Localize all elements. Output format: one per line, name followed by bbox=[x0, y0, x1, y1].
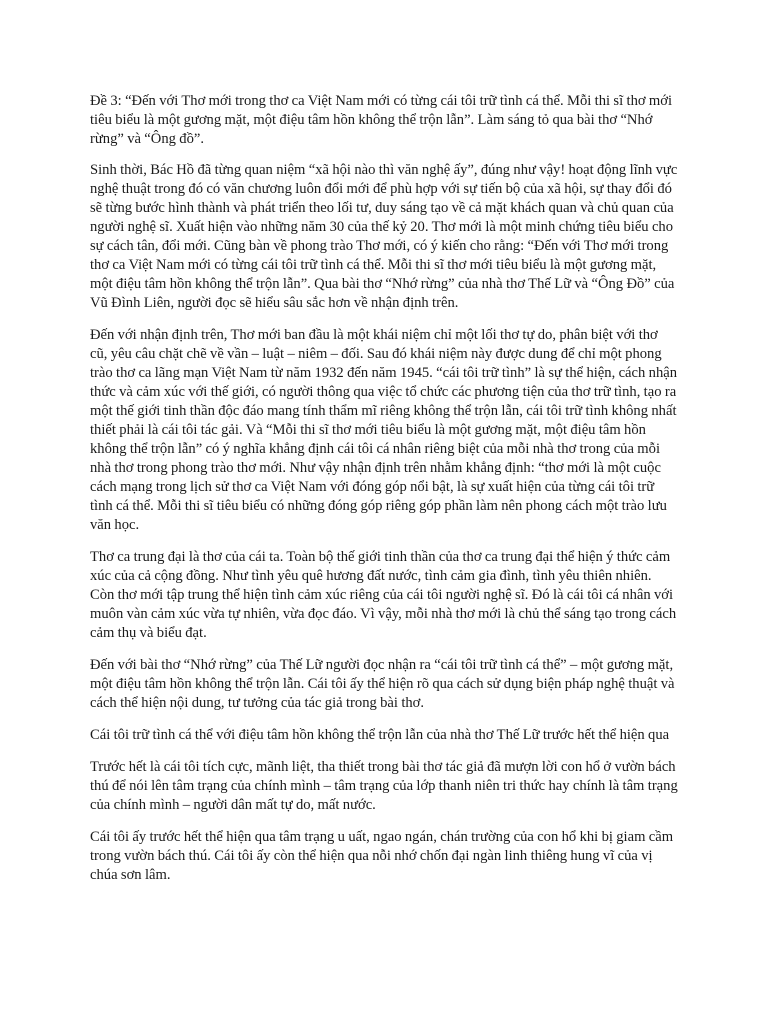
paragraph-medieval-poetry: Thơ ca trung đại là thơ của cái ta. Toàn bộ thế giới tinh thần của thơ ca trung đại thể hiện ý thức cảm xúc của cả cộng đồng. Như tình yêu quê hương đất nước, tình cảm gia đình, tình yêu thiên nhiên. Còn thơ mới tập trung thể hiện tình cảm xúc riêng của cái tôi người nghệ sĩ. Đó là cái tôi cá nhân với muôn vàn cảm xúc vừa tự nhiên, vừa đọc đáo. Vì vậy, mỗi nhà thơ mới là chủ thể sáng tạo trong cách cảm thụ và biểu đạt. bbox=[90, 549, 677, 641]
paragraph-lyrical-self: Cái tôi trữ tình cá thể với điệu tâm hồn không thể trộn lẫn của nhà thơ Thế Lữ trước hết thể hiện qua bbox=[90, 727, 670, 743]
paragraph-explanation: Đến với nhận định trên, Thơ mới ban đầu là một khái niệm chỉ một lối thơ tự do, phân biệt với thơ cũ, yêu câu chặt chẽ về vần – luật – niêm – đối. Sau đó khái niệm này được dung để chỉ một phong trào thơ ca lãng mạn Việt Nam từ năm 1932 đến năm 1945. “cái tôi trữ tình” là sự thể hiện, cách nhận thức và cảm xúc với thế giới, có người thông qua việc tổ chức các phương tiện của thơ trữ tình, tạo ra một thế giới tinh thần độc đáo mang tính thẩm mĩ riêng không thể trộn lẫn, cái tôi trữ tình không nhất thiết phải là cái tôi tác gải. Và “Mỗi thi sĩ thơ mới tiêu biểu là một gương mặt, một điệu tâm hồn không thể trộn lẫn” có ý nghĩa khẳng định cái tôi cá nhân riêng biệt của mỗi nhà thơ trong của mỗi nhà thơ trong phong trào thơ mới. Như vậy nhận định trên nhằm khẳng định: “thơ mới là một cuộc cách mạng trong lịch sử thơ ca Việt Nam với đóng góp nổi bật, là sự xuất hiện của từng cái tôi trữ tình cá thể. Mỗi thi sĩ tiêu biểu có những đóng góp riêng góp phần làm nên phong cách một trào lưu văn học. bbox=[90, 327, 678, 533]
paragraph-tiger-mood: Cái tôi ấy trước hết thể hiện qua tâm trạng u uất, ngao ngán, chán trường của con hổ khi bị giam cầm trong vườn bách thú. Cái tôi ấy còn thể hiện qua nỗi nhớ chốn đại ngàn linh thiêng hung vĩ của vị chúa sơn lâm. bbox=[90, 829, 674, 883]
paragraph-introduction: Sinh thời, Bác Hồ đã từng quan niệm “xã hội nào thì văn nghệ ấy”, đúng như vậy! hoạt động lĩnh vực nghệ thuật trong đó có văn chương luôn đổi mới để phù hợp với sự tiến bộ của xã hội, sự thay đổi đó sẽ từng bước hình thành và phát triển theo lối tư, duy sáng tạo về cả mặt khách quan và chủ quan của người nghệ sĩ. Xuất hiện vào những năm 30 của thế kỷ 20. Thơ mới là một minh chứng tiêu biểu cho sự cách tân, đổi mới. Cũng bàn về phong trào Thơ mới, có ý kiến cho rằng: “Đến với Thơ mới trong thơ ca Việt Nam mới có từng cái tôi trữ tình cá thể. Mỗi thi sĩ thơ mới tiêu biểu là một gương mặt, một điệu tâm hồn không thể trộn lẫn”. Qua bài thơ “Nhớ rừng” của nhà thơ Thế Lữ và “Ông Đồ” của Vũ Đình Liên, người đọc sẽ hiểu sâu sắc hơn về nhận định trên. bbox=[90, 162, 678, 311]
document-body bbox=[90, 92, 678, 898]
essay-prompt: Đề 3: “Đến với Thơ mới trong thơ ca Việt Nam mới có từng cái tôi trữ tình cá thể. Mỗi thi sĩ thơ mới tiêu biểu là một gương mặt, một điệu tâm hồn không thể trộn lẫn”. Làm sáng tỏ qua bài thơ “Nhớ rừng” và “Ông đồ”. bbox=[90, 93, 673, 147]
paragraph-positive-self: Trước hết là cái tôi tích cực, mãnh liệt, tha thiết trong bài thơ tác giả đã mượn lời con hổ ở vườn bách thú để nói lên tâm trạng của chính mình – tâm trạng của lớp thanh niên tri thức hay chính là tâm trạng của chính mình – người dân mất tự do, mất nước. bbox=[90, 759, 678, 813]
paragraph-nho-rung-intro: Đến với bài thơ “Nhớ rừng” của Thế Lữ người đọc nhận ra “cái tôi trữ tình cá thể” – một gương mặt, một điệu tâm hồn không thể trộn lẫn. Cái tôi ấy thể hiện rõ qua cách sử dụng biện pháp nghệ thuật và cách thể hiện nội dung, tư tưởng của tác giả trong bài thơ. bbox=[90, 657, 675, 711]
